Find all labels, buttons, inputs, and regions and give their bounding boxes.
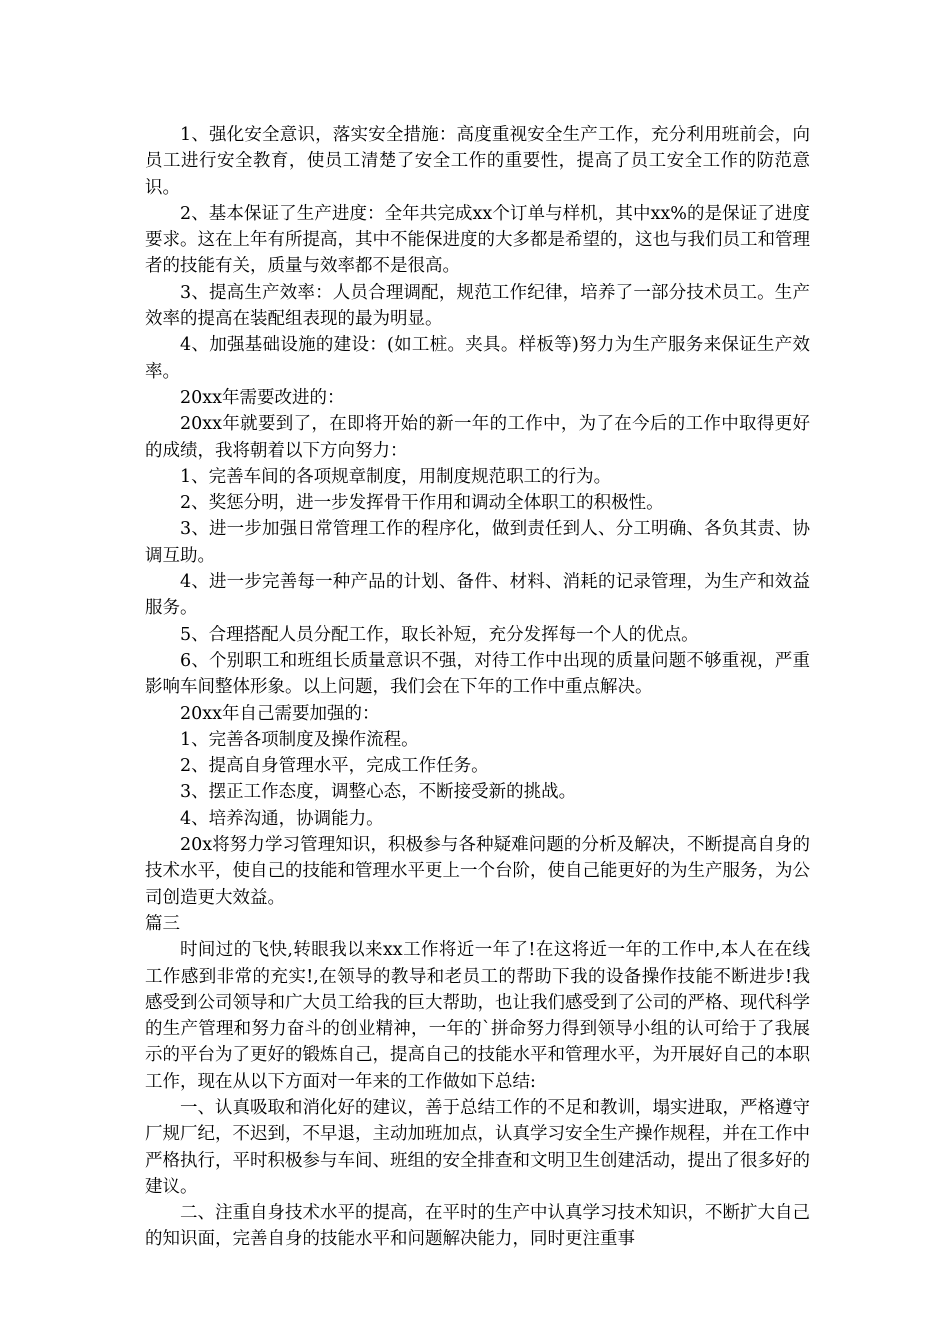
paragraph: 2、奖惩分明，进一步发挥骨干作用和调动全体职工的积极性。	[180, 493, 664, 514]
paragraph: 4、培养沟通，协调能力。	[180, 808, 384, 829]
paragraph: 二、注重自身技术水平的提高，在平时的生产中认真学习技术知识，不断扩大自己的知识面，完善自身的技能水平和问题解决能力，同时更注重事	[145, 1203, 810, 1250]
paragraph: 5、合理搭配人员分配工作，取长补短，充分发挥每一个人的优点。	[180, 624, 699, 645]
paragraph: 20xx年就要到了，在即将开始的新一年的工作中，为了在今后的工作中取得更好的成绩，我将朝着以下方向努力：	[145, 414, 810, 461]
paragraph: 3、提高生产效率：人员合理调配，规范工作纪律，培养了一部分技术员工。生产效率的提高在装配组表现的最为明显。	[145, 282, 810, 330]
paragraph: 4、进一步完善每一种产品的计划、备件、材料、消耗的记录管理，为生产和效益服务。	[145, 572, 810, 619]
paragraph: 2、提高自身管理水平，完成工作任务。	[180, 756, 489, 777]
paragraph: 6、个别职工和班组长质量意识不强，对待工作中出现的质量问题不够重视，严重影响车间整体形象。以上问题，我们会在下年的工作中重点解决。	[145, 650, 810, 698]
section-heading: 篇三	[145, 913, 180, 934]
paragraph: 1、完善车间的各项规章制度，用制度规范职工的行为。	[180, 466, 612, 487]
paragraph: 4、加强基础设施的建设：(如工桩。夹具。样板等)努力为生产服务来保证生产效率。	[145, 335, 810, 382]
paragraph: 20x将努力学习管理知识，积极参与各种疑难问题的分析及解决，不断提高自身的技术水平，使自己的技能和管理水平更上一个台阶，使自己能更好的为生产服务，为公司创造更大效益。	[145, 835, 810, 908]
paragraph: 20xx年自己需要加强的：	[180, 703, 380, 724]
paragraph: 1、强化安全意识，落实安全措施：高度重视安全生产工作，充分利用班前会，向员工进行安全教育，使员工清楚了安全工作的重要性，提高了员工安全工作的防范意识。	[145, 125, 810, 198]
paragraph: 3、摆正工作态度，调整心态，不断接受新的挑战。	[180, 782, 577, 803]
paragraph: 1、完善各项制度及操作流程。	[180, 729, 419, 750]
paragraph: 时间过的飞快,转眼我以来xx工作将近一年了!在这将近一年的工作中,本人在在线工作感到非常的充实!,在领导的教导和老员工的帮助下我的设备操作技能不断进步!我感受到公司领导和广大员工给我的巨大帮助，也让我们感受到了公司的严格、现代科学的生产管理和努力奋斗的创业精神，一年的`拼命努力得到领导小组的认可给于了我展示的平台为了更好的锻炼自己，提高自己的技能水平和管理水平，为开展好自己的本职工作，现在从以下方面对一年来的工作做如下总结:	[145, 940, 810, 1092]
paragraph: 20xx年需要改进的：	[180, 387, 345, 408]
paragraph: 3、进一步加强日常管理工作的程序化，做到责任到人、分工明确、各负其责、协调互助。	[145, 519, 810, 566]
paragraph: 一、认真吸取和消化好的建议，善于总结工作的不足和教训，塌实进取，严格遵守厂规厂纪，不迟到，不早退，主动加班加点，认真学习安全生产操作规程，并在工作中严格执行，平时积极参与车间、班组的安全排查和文明卫生创建活动，提出了很多好的建议。	[145, 1097, 810, 1197]
document-page	[145, 122, 810, 1253]
paragraph: 2、基本保证了生产进度：全年共完成xx个订单与样机，其中xx%的是保证了进度要求。这在上年有所提高，其中不能保进度的大多都是希望的，这也与我们员工和管理者的技能有关，质量与效率都不是很高。	[145, 203, 810, 277]
